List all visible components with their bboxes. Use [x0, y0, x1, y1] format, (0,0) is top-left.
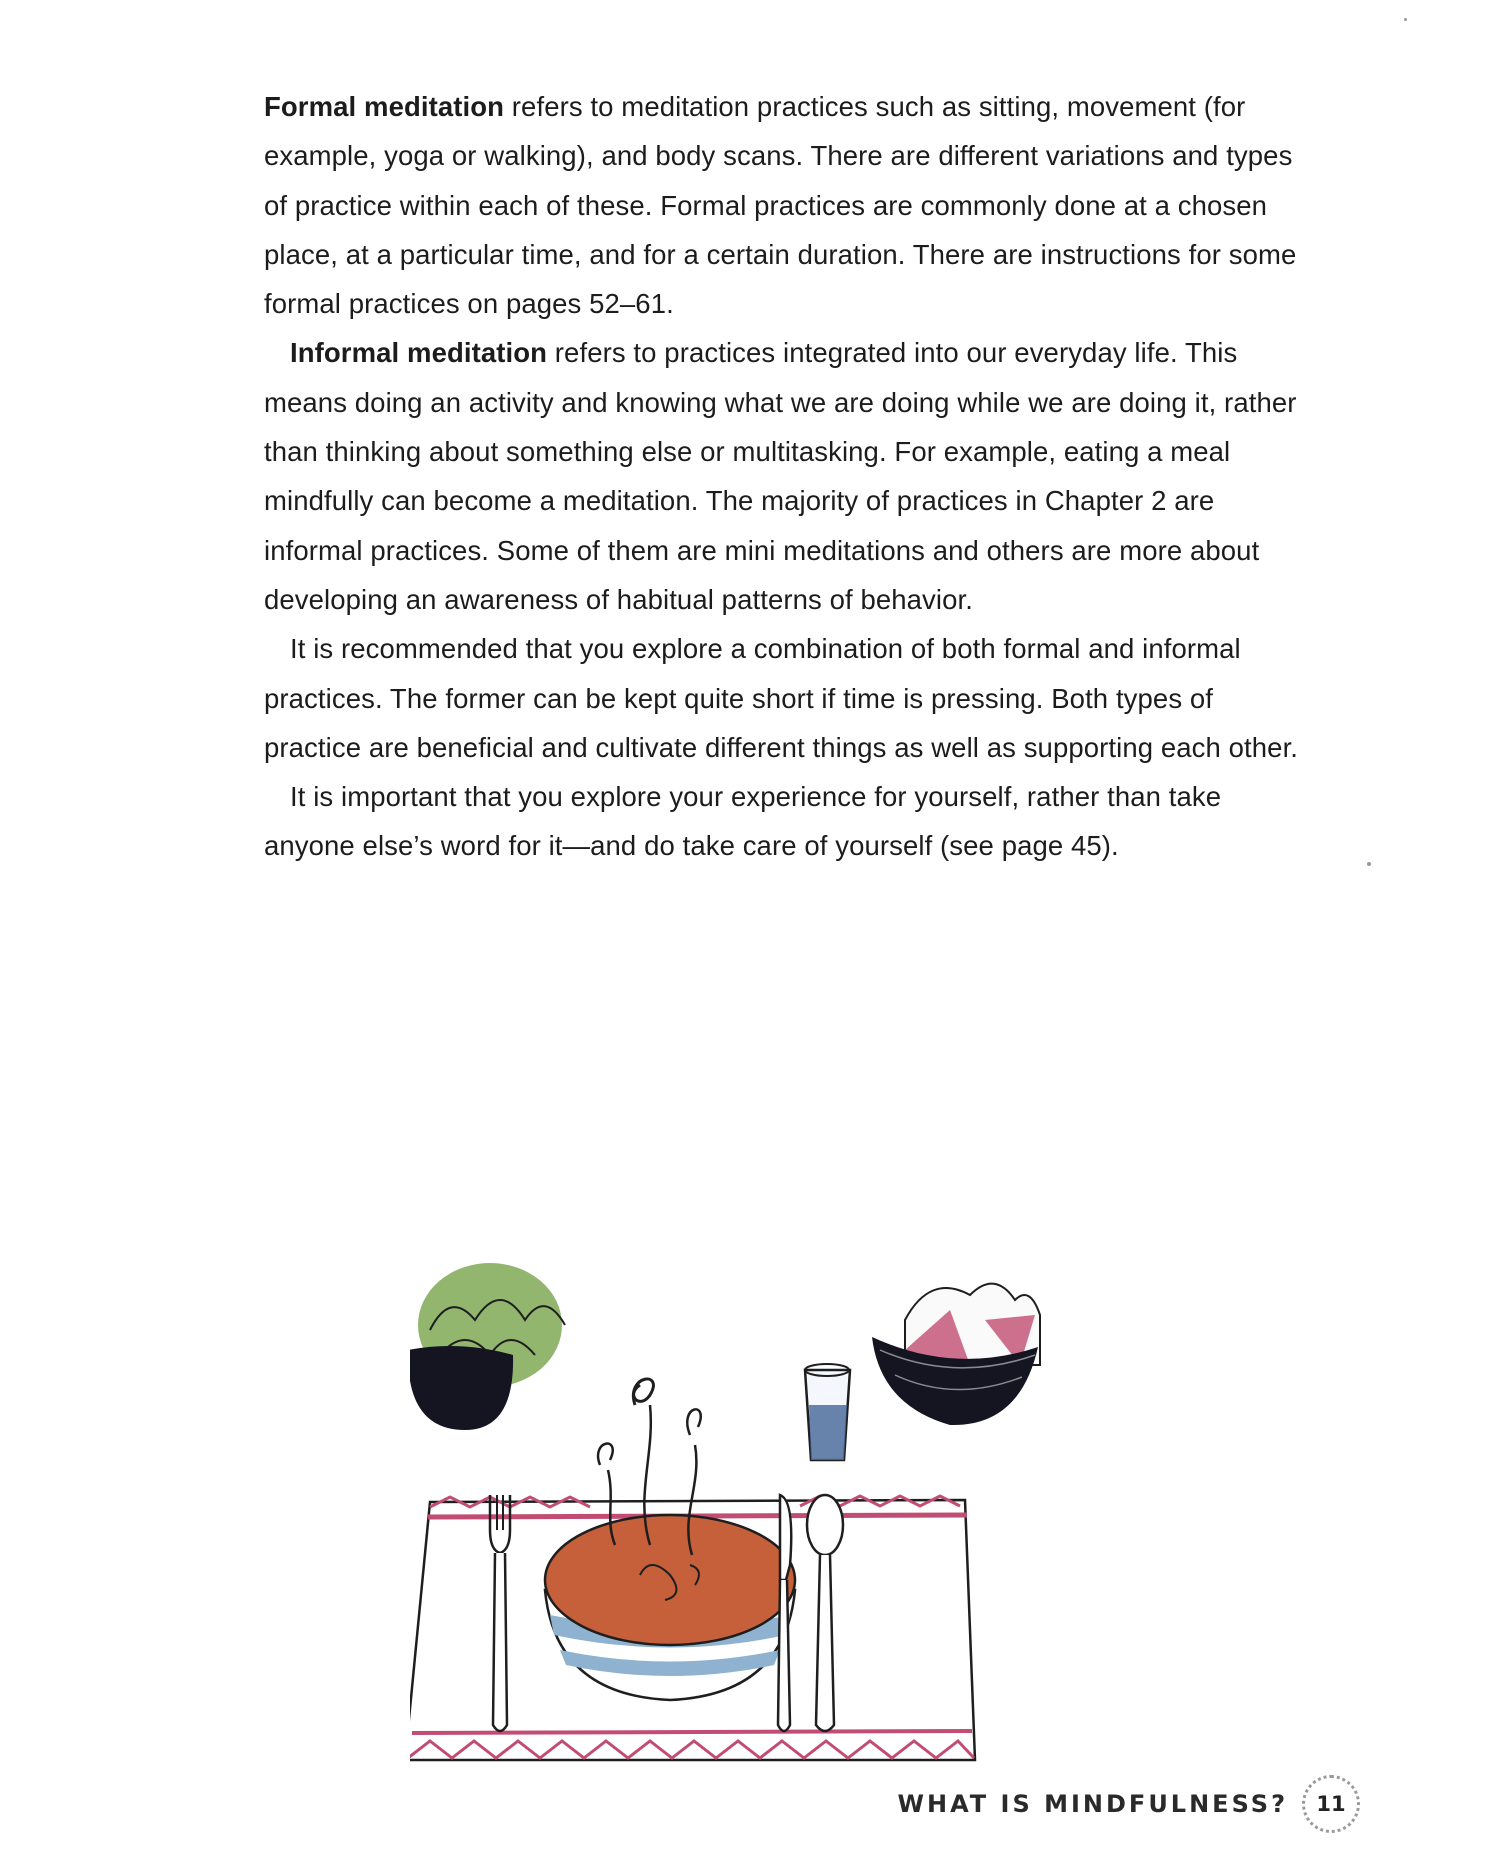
paragraph-informal-meditation: [264, 328, 1299, 624]
running-footer-title: WHAT IS MINDFULNESS?: [897, 1790, 1288, 1818]
paragraph-explore-experience: It is important that you explore your experience for yourself, rather than take anyone else’s word for it—and do take care of yourself (see page 45).: [264, 781, 1222, 862]
soup-bowl: [545, 1379, 795, 1700]
water-glass: [805, 1364, 850, 1460]
pot-of-greens: [410, 1263, 565, 1430]
body-text: [264, 82, 1299, 871]
paper-speck: [1404, 18, 1407, 21]
term-informal-meditation: Informal meditation: [290, 337, 548, 369]
page-footer: [898, 1772, 1360, 1836]
paragraph-combination: It is recommended that you explore a combination of both formal and informal practices. The former can be kept quite short if time is pressing. Both types of practice are beneficial and cultivate different things as well as supporting each other.: [264, 633, 1299, 763]
paragraph-text: refers to practices integrated into our everyday life. This means doing an activity and knowing what we are doing while we are doing it, rather than thinking about something else or multitasking. For example, eating a meal mindfully can become a meditation. The majority of practices in Chapter 2 are informal practices. Some of them are mini meditations and others are more about developing an awareness of habitual patterns of behavior.: [264, 337, 1297, 615]
term-formal-meditation: Formal meditation: [264, 91, 505, 122]
paper-speck: [1367, 862, 1371, 866]
paragraph-text: refers to meditation practices such as sitting, movement (for example, yoga or walking), and body scans. There are different variations and types of practice within each of these. Formal practices are commonly done at a chosen place, at a particular time, and for a certain duration. There are instructions for some formal practices on pages 52–61.: [264, 91, 1297, 320]
bread-basket: [872, 1284, 1040, 1425]
page-number: 11: [1302, 1775, 1360, 1833]
meal-illustration: [410, 1255, 1180, 1795]
paragraph-formal-meditation: [264, 82, 1299, 328]
